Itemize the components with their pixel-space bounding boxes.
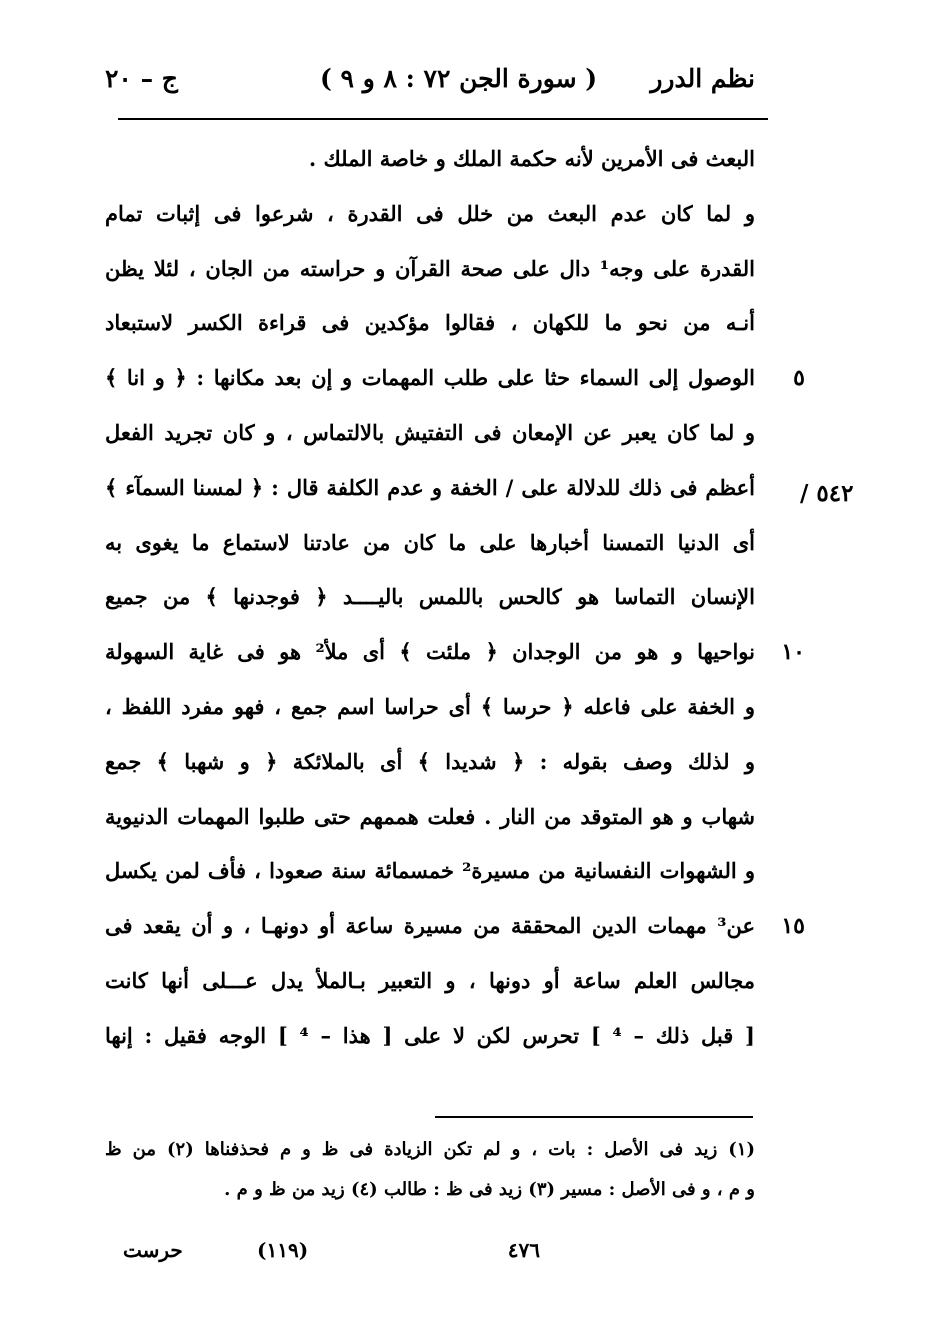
footnote-line: (١) زيد فى الأصل : بات ، و لم تكن الزيادة فى ظ و م فحذفناها (٢) من ظ [105, 1139, 755, 1160]
sheet-number: (١١٩) [257, 1238, 309, 1262]
text-line [105, 790, 755, 845]
line-number: ٥ [793, 365, 805, 392]
footnote-rule [435, 1116, 753, 1118]
volume-label: ج – ٢٠ [105, 64, 178, 93]
line-text: شهاب و هو المتوقد من النار . فعلت هممهم حتى طلبوا المهمات الدنيوية [105, 803, 755, 829]
text-line [105, 735, 755, 790]
line-text: الإنسان التماسا هو كالحس باللمس باليــــد ﴿ فوجدنها ﴾ من جميع [105, 584, 755, 610]
line-text: [ قبل ذلك – ⁴ ] تحرس لكن لا على [ هذا – ⁴ ] الوجه فقيل : إنها [105, 1022, 755, 1048]
text-line [105, 899, 805, 954]
page-header [105, 58, 755, 106]
page-footer [105, 1238, 755, 1274]
text-line [105, 844, 755, 899]
page-number: ٤٧٦ [507, 1238, 540, 1262]
line-text: مجالس العلم ساعة أو دونها ، و التعبير بـالملأ يدل عـــلى أنها كانت [105, 967, 755, 993]
line-text: و لذلك وصف بقوله : ﴿ شديدا ﴾ أى بالملائكة ﴿ و شهبا ﴾ جمع [105, 748, 755, 774]
line-text: و الخفة على فاعله ﴿ حرسا ﴾ أى حراسا اسم جمع ، فهو مفرد اللفظ ، [105, 693, 755, 719]
text-line [105, 625, 805, 680]
line-text: أعظم فى ذلك للدلالة على / الخفة و عدم الكلفة قال : ﴿ لمسنا السمآء ﴾ [105, 474, 755, 500]
surah-reference: ( سورة الجن ٧٢ : ٨ و ٩ ) [320, 64, 598, 93]
text-line [105, 406, 755, 461]
book-title: نظم الدرر [650, 64, 755, 93]
line-text: أى الدنيا التمسنا أخبارها على ما كان من عادتنا لاستماع ما يغوى به [105, 529, 755, 555]
main-text [105, 132, 805, 1064]
text-line [105, 680, 755, 735]
text-line [105, 516, 755, 571]
line-text: البعث فى الأمرين لأنه حكمة الملك و خاصة الملك . [308, 146, 755, 171]
text-line [105, 461, 755, 516]
text-line [105, 132, 755, 187]
line-text: و لما كان يعبر عن الإمعان فى التفتيش بالالتماس ، و كان تجريد الفعل [105, 419, 755, 445]
text-line [105, 954, 755, 1009]
footnotes [105, 1130, 755, 1210]
line-text: الوصول إلى السماء حثا على طلب المهمات و إن بعد مكانها : ﴿ و انا ﴾ [105, 365, 755, 391]
text-line [105, 1009, 755, 1064]
header-rule [118, 118, 768, 120]
line-text: نواحيها و هو من الوجدان ﴿ ملئت ﴾ أى ملأ² هو فى غاية السهولة [105, 639, 755, 665]
text-line [105, 187, 755, 242]
text-line [105, 296, 755, 351]
text-line [105, 242, 755, 297]
line-number: ١٠ [781, 639, 805, 666]
text-line [105, 570, 755, 625]
line-text: و لما كان عدم البعث من خلل فى القدرة ، شرعوا فى إثبات تمام [105, 200, 755, 226]
text-line [105, 351, 805, 406]
margin-page-reference: ٥٤٢ / [800, 480, 854, 507]
catchword: حرست [123, 1238, 183, 1262]
line-text: و الشهوات النفسانية من مسيرة² خمسمائة سنة صعودا ، فأف لمن يكسل [105, 858, 755, 884]
line-text: القدرة على وجه¹ دال على صحة القرآن و حراسته من الجان ، لئلا يظن [105, 255, 755, 281]
line-text: عن³ مهمات الدين المحققة من مسيرة ساعة أو دونهـا ، و أن يقعد فى [105, 913, 755, 939]
line-text: أنـه من نحو ما للكهان ، فقالوا مؤكدين فى قراءة الكسر لاستبعاد [105, 310, 755, 336]
line-number: ١٥ [781, 913, 805, 940]
footnote-line: و م ، و فى الأصل : مسير (٣) زيد فى ظ : طالب (٤) زيد من ظ و م . [224, 1179, 755, 1200]
